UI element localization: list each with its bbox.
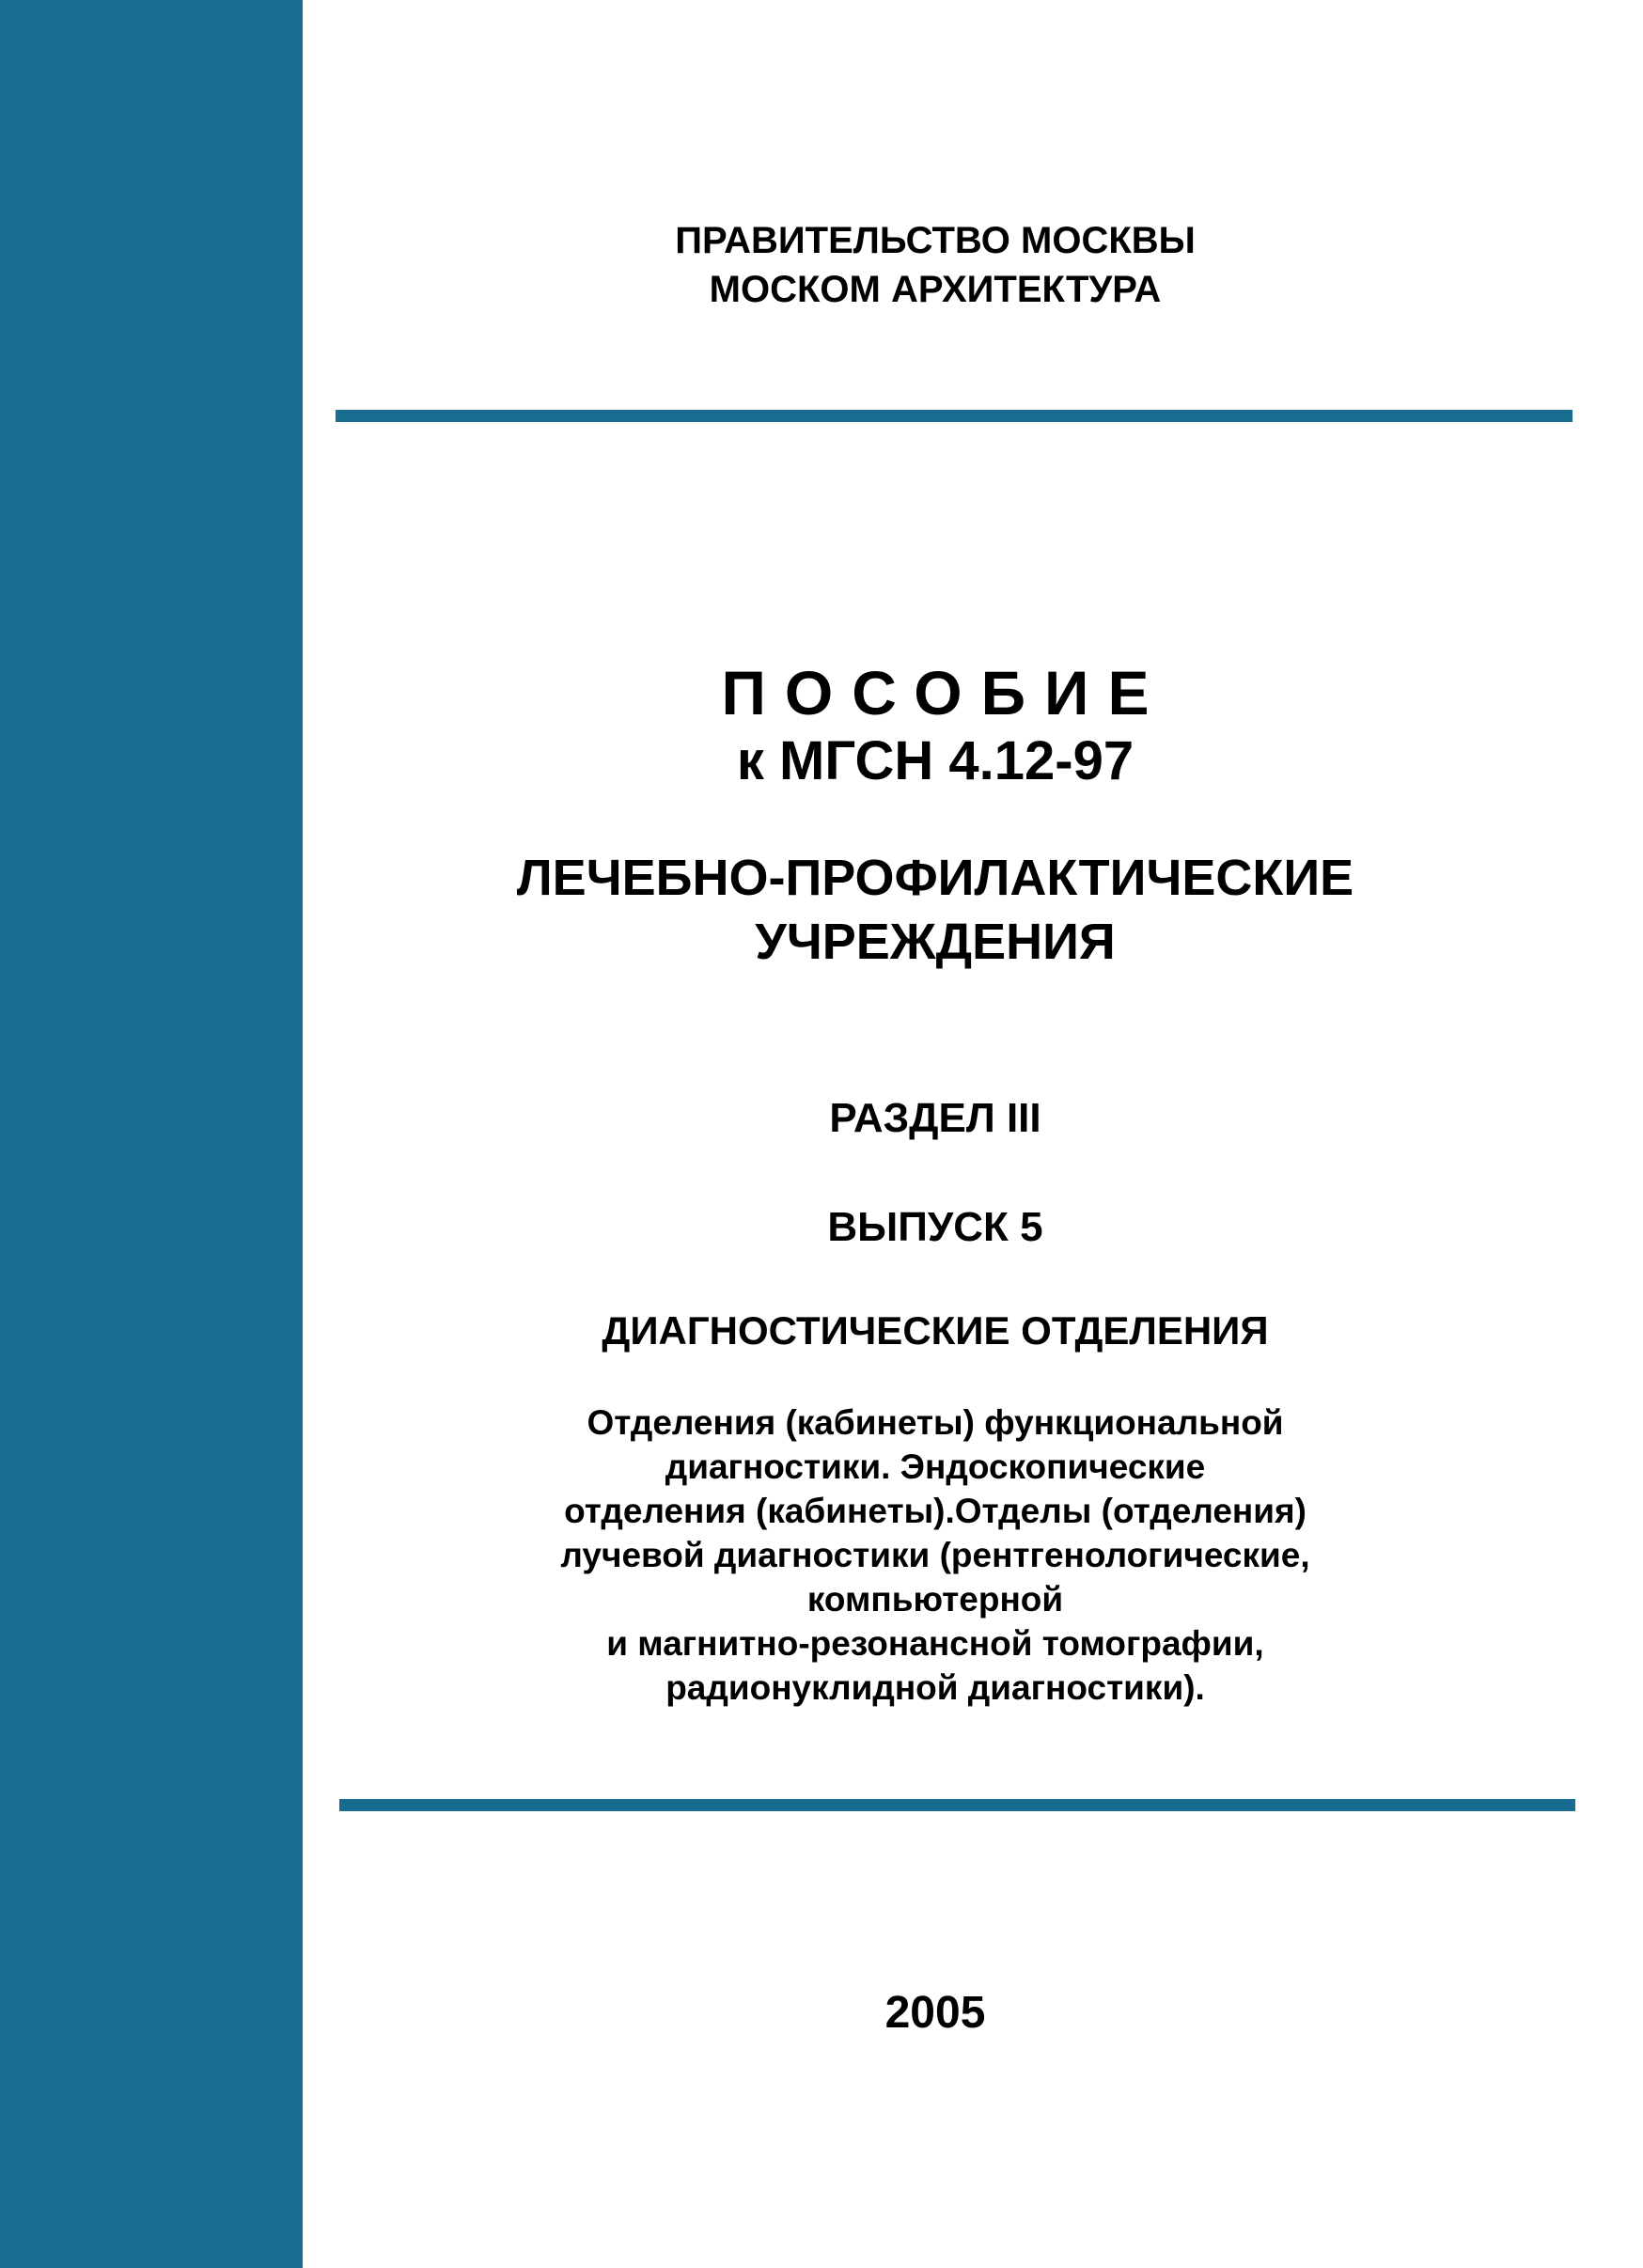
top-divider — [336, 410, 1573, 422]
section-label: РАЗДЕЛ III — [829, 1095, 1041, 1141]
issue-label: ВЫПУСК 5 — [827, 1204, 1043, 1250]
description-line-3: отделения (кабинеты).Отделы (отделения) — [564, 1492, 1307, 1530]
description-line-7: радионуклидной диагностики). — [665, 1668, 1205, 1707]
org-line-2: МОСКОМ АРХИТЕКТУРА — [709, 269, 1162, 310]
document-subtitle: ДИАГНОСТИЧЕСКИЕ ОТДЕЛЕНИЯ — [602, 1308, 1269, 1353]
org-line-1: ПРАВИТЕЛЬСТВО МОСКВЫ — [675, 220, 1196, 261]
document-title — [442, 846, 1429, 974]
title-line-2: УЧРЕЖДЕНИЯ — [755, 914, 1116, 970]
document-type: ПОСОБИЕ — [721, 658, 1168, 727]
description-line-1: Отделения (кабинеты) функциональной — [587, 1403, 1284, 1442]
title-line-1: ЛЕЧЕБНО-ПРОФИЛАКТИЧЕСКИЕ — [516, 850, 1354, 906]
description-line-6: и магнитно-резонансной томографии, — [606, 1624, 1264, 1663]
side-color-band — [0, 0, 303, 2268]
description-line-4: лучевой диагностики (рентгенологические, — [560, 1536, 1310, 1574]
description-line-2: диагностики. Эндоскопические — [665, 1447, 1206, 1486]
organization-header — [442, 216, 1429, 314]
document-description — [442, 1400, 1429, 1710]
document-reference: к МГСН 4.12-97 — [736, 730, 1134, 791]
bottom-divider — [339, 1799, 1575, 1811]
description-line-5: компьютерной — [806, 1580, 1064, 1619]
publication-year: 2005 — [884, 1988, 986, 2038]
